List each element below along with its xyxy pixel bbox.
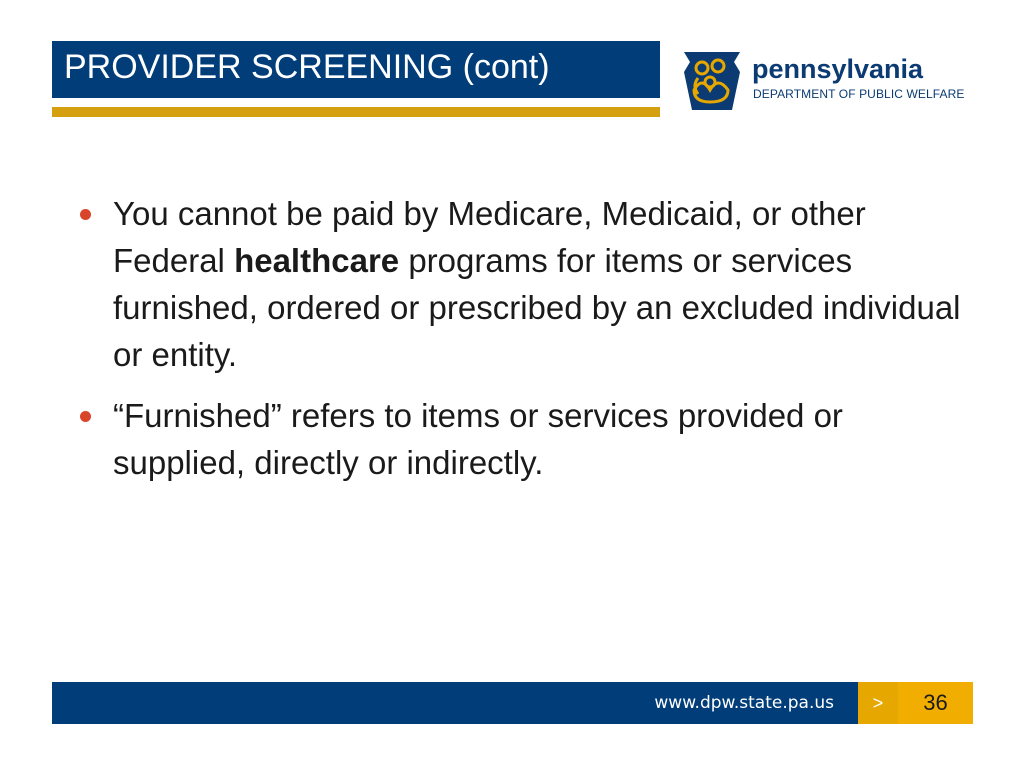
footer-bar xyxy=(52,682,858,724)
title-underline xyxy=(52,107,660,117)
next-slide-button[interactable]: > xyxy=(858,682,898,724)
bullet-text-after: programs for items or services furnished, ordered or prescribed by an excluded individual or entity. xyxy=(113,242,961,373)
title-bar xyxy=(52,41,660,98)
logo-state-name: pennsylvania xyxy=(752,54,924,84)
bullet-text-before: You cannot be paid by Medicare, Medicaid, or other Federal xyxy=(113,195,866,279)
bullet-dot-icon xyxy=(80,209,91,220)
bullet-dot-icon xyxy=(80,411,91,422)
slide-title: PROVIDER SCREENING (cont) xyxy=(64,48,550,86)
footer-url-link[interactable]: www.dpw.state.pa.us xyxy=(654,693,834,713)
bullet-bold-term: healthcare xyxy=(234,242,400,279)
bullet-list xyxy=(75,190,975,500)
list-item xyxy=(75,392,975,486)
logo-department: DEPARTMENT OF PUBLIC WELFARE xyxy=(753,87,965,101)
page-number: 36 xyxy=(898,682,973,724)
bullet-text: “Furnished” refers to items or services provided or supplied, directly or indirectly. xyxy=(113,397,843,481)
pennsylvania-logo xyxy=(680,50,980,112)
list-item xyxy=(75,190,975,378)
keystone-family-icon xyxy=(680,50,744,112)
